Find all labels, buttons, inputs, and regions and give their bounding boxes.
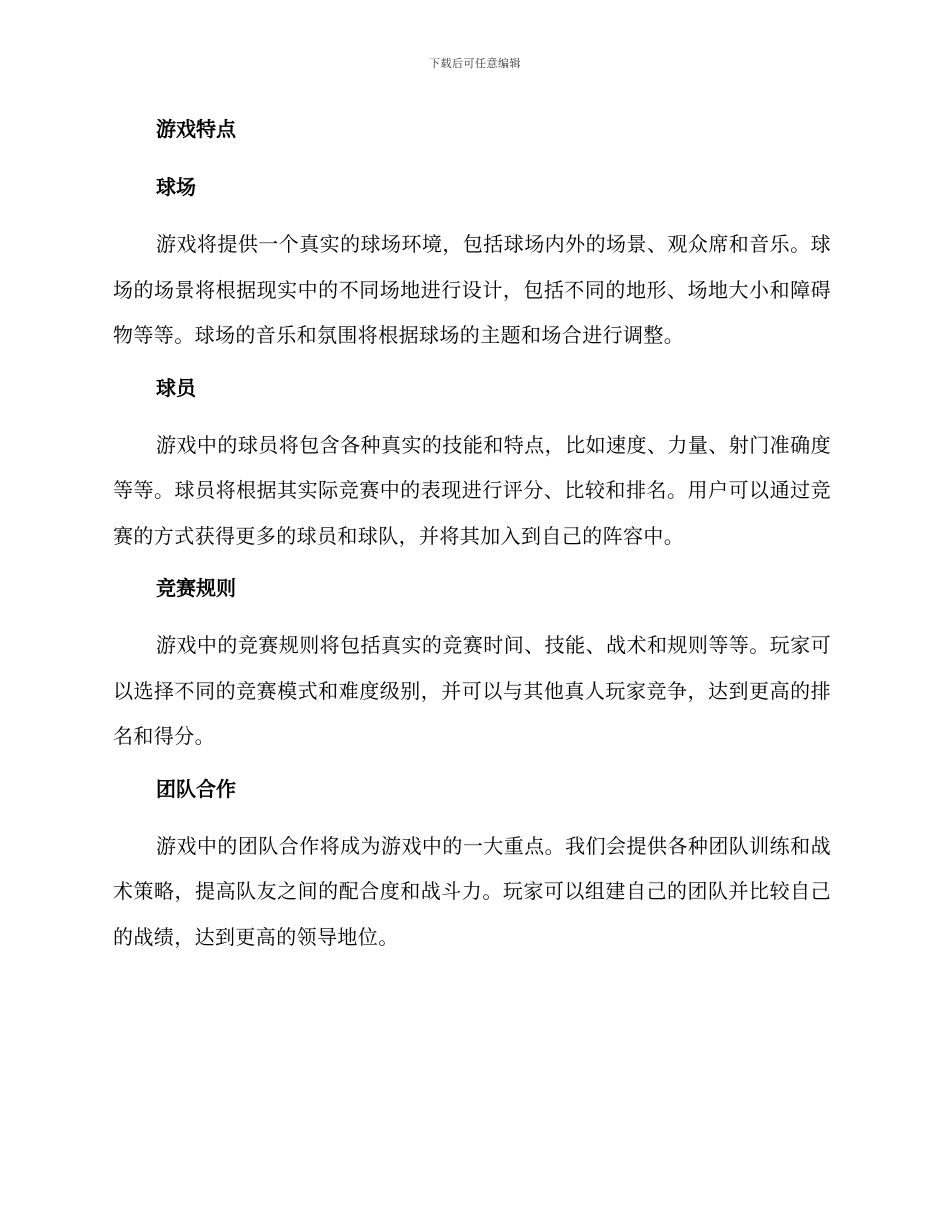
section-paragraph: 游戏将提供一个真实的球场环境，包括球场内外的场景、观众席和音乐。球场的场景将根据现实中的不同场地进行设计，包括不同的地形、场地大小和障碍物等等。球场的音乐和氛围将根据球场的主题和场合进行调整。 — [113, 232, 831, 347]
section-players — [113, 371, 831, 560]
section-paragraph: 游戏中的团队合作将成为游戏中的一大重点。我们会提供各种团队训练和战术策略，提高队友之间的配合度和战斗力。玩家可以组建自己的团队并比较自己的战绩，达到更高的领导地位。 — [113, 833, 831, 949]
section-paragraph: 游戏中的竞赛规则将包括真实的竞赛时间、技能、战术和规则等等。玩家可以选择不同的竞赛模式和难度级别，并可以与其他真人玩家竞争，达到更高的排名和得分。 — [113, 633, 831, 748]
header-note: 下载后可任意编辑 — [429, 57, 521, 70]
section-teamwork — [113, 772, 831, 961]
section-stadium — [113, 170, 831, 359]
section-rules — [113, 571, 831, 760]
document-body — [113, 112, 831, 972]
section-heading: 球场 — [156, 175, 196, 199]
section-heading: 团队合作 — [156, 776, 236, 801]
section-paragraph: 游戏中的球员将包含各种真实的技能和特点，比如速度、力量、射门准确度等等。球员将根据其实际竞赛中的表现进行评分、比较和排名。用户可以通过竞赛的方式获得更多的球员和球队，并将其加入到自己的阵容中。 — [113, 432, 831, 548]
section-heading: 球员 — [156, 375, 196, 400]
document-title: 游戏特点 — [156, 117, 236, 141]
section-heading: 竞赛规则 — [156, 576, 236, 600]
